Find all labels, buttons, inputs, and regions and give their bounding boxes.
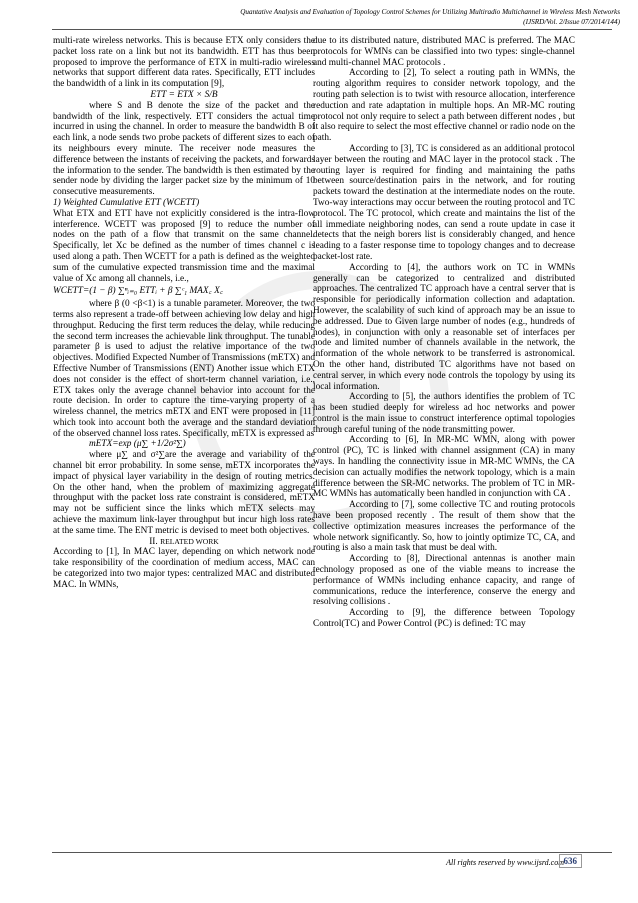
paragraph: where S and B denote the size of the packet and the bandwidth of the link, respectively. ETT considers the actual time incurred in using the channel. In order to measure the bandwidth B of each link, a node sends two probe packets of different sizes to each of its neighbours every minute. The receiver node measures the difference between the instants of receiving the packets, and forwards the information to the sender. The bandwidth is then estimated by the sender node by dividing the larger packet size by the minimum of 10 consecutive measurements. bbox=[53, 100, 315, 198]
paragraph: According to [2], To select a routing path in WMNs, the routing algorithm requires to consider network topology, and the routing path selection is to twist with resource allocation, interference reduction and rate adaptation in multiple hops. An MR-MC routing protocol not only require to select a path between different nodes , but it also require to select the most effective channel or radio node on the path. bbox=[313, 68, 575, 144]
paragraph: According to [9], the difference between Topology Control(TC) and Power Control (PC) is defined: TC may bbox=[313, 608, 575, 630]
paragraph: According to [8], Directional antennas is another main technology proposed as one of the viable means to increase the performance of WMNs including enhance capacity, and range of communications, reduce the interference, conserve the energy and resolving collisions . bbox=[313, 554, 575, 608]
footer-rights: All rights reserved by www.ijsrd.com bbox=[446, 858, 564, 867]
header-issue: (IJSRD/Vol. 2/Issue 07/2014/144) bbox=[523, 17, 620, 26]
paragraph: where μ∑ and σ²∑are the average and variability of the channel bit error probability. In some sense, mETX incorporates the impact of physical layer variability in the design of routing metrics. On the other hand, when the problem of maximizing aggregate throughput with the packet loss rate constraint is considered, mETX may not be sufficient since the links which mETX selects may achieve the maximum link-layer throughput but incur high loss rates at the same time. The ENT metric is devised to meet both objectives. bbox=[53, 450, 315, 536]
paragraph: According to [5], the authors identifies the problem of TC has been studied deeply for wireless ad hoc networks and power control is the main issue to construct interference optimal topologies through careful tuning of the node transmitting power. bbox=[313, 392, 575, 435]
paragraph: According to [4], the authors work on TC in WMNs generally can be categorized to centralized and distributed approaches. The centralized TC approach have a central server that is responsible for periodically information collection and adaptation. However, the scalability of such kind of approach may be an issue to be addressed. Due to Given large number of nodes (e.g., hundreds of nodes), in conjunction with only a reasonable set of interfaces per node and limited number of channels available in the network, the information of the whole network to be transferred is astronomical. On the other hand, distributed TC algorithms have not based on central server, in which every node controls the topology by using its local information. bbox=[313, 262, 575, 392]
header-divider bbox=[52, 29, 612, 30]
left-column bbox=[53, 36, 315, 591]
right-column bbox=[313, 36, 575, 630]
paragraph: multi-rate wireless networks. This is because ETX only considers the packet loss rate on a link but not its bandwidth. ETT has thus been proposed to improve the performance of ETX in multi-radio wireless networks that support different data rates. Specifically, ETT includes the bandwidth of a link in its computation [9], bbox=[53, 36, 315, 90]
paragraph: What ETX and ETT have not explicitly considered is the intra-flow interference. WCETT was proposed [9] to reduce the number of nodes on the path of a flow that transmit on the same channel. Specifically, let Xc be defined as the number of times channel c is used along a path. Then WCETT for a path is defined as the weighted sum of the cumulative expected transmission time and the maximal value of Xc among all channels, i.e., bbox=[53, 208, 315, 284]
subsection-heading: 1) Weighted Cumulative ETT (WCETT) bbox=[53, 197, 200, 208]
header-title: Quantative Analysis and Evaluation of Topology Control Schemes for Utilizing Multiradio Multichannel in Wireless Mesh Networks bbox=[240, 8, 620, 16]
page-number: 636 bbox=[559, 854, 583, 868]
equation-ett: ETT = ETX × S/B bbox=[150, 89, 218, 100]
section-number: II. bbox=[149, 536, 158, 547]
footer-divider bbox=[52, 852, 612, 853]
paragraph: According to [3], TC is considered as an additional protocol layer between the routing and MAC layer in the protocol stack . The routing layer is required for finding and maintaining the paths between source/destination pairs in the network, and for routing packets toward the destination at the intermediate nodes on the route. Two-way interactions may occur between the routing protocol and TC protocol. The TC protocol, which create and maintains the list of the all immediate neighboring nodes, can send a route update in case it detects that the neigh borers list is considerably changed, and hence leading to a faster response time to topology changes and to decrease packet-lost rate. bbox=[313, 143, 575, 262]
section-heading bbox=[53, 537, 315, 548]
running-header bbox=[100, 8, 620, 27]
paragraph: According to [6], In MR-MC WMN, along with power control (PC), TC is linked with channel assignment (CA) in many ways. In handling the connectivity issue in MR-MC WMNs, the CA decision can actually modifies the network topology, which is a main difference between the SR-MC networks. The problem of TC in MR-MC WMNs has automatically been handled in conjunction with CA . bbox=[313, 435, 575, 500]
equation-metx: mETX=exp (μ∑ +1/2σ²∑) bbox=[89, 439, 186, 450]
paragraph: According to [7], some collective TC and routing protocols have been proposed recently . The result of them show that the collective optimization measures increases the performance of the whole network significantly. So, how to jointly optimize TC, CA, and routing is also a main task that must be deal with. bbox=[313, 500, 575, 554]
paragraph: According to [1], In MAC layer, depending on which network node take responsibility of the coordination of medium access, MAC can be categorized into two major types: centralized MAC and distributed MAC. In WMNs, bbox=[53, 547, 315, 590]
section-title: RELATED WORK bbox=[160, 536, 219, 546]
paragraph: due to its distributed nature, distributed MAC is preferred. The MAC protocols for WMNs can be classified into two types: single-channel and multi-channel MAC protocols . bbox=[313, 36, 575, 68]
paragraph: where β (0 <β<1) is a tunable parameter. Moreover, the two terms also represent a trade-off between achieving low delay and high throughput. Reducing the first term reduces the delay, while reducing the second term increases the achievable link throughput. The tunable parameter β is used to adjust the relative importance of the two objectives. Modified Expected Number of Transmissions (mETX) and Effective Number of Transmissions (ENT) Another issue which ETX does not consider is the effect of short-term channel variation, i.e., ETX takes only the average channel behavior into account for the route decision. In order to capture the time-varying property of a wireless channel, the metrics mETX and ENT were proposed in [11] which took into account both the average and the standard deviation of the observed channel loss rates. Specifically, mETX is expressed as bbox=[53, 299, 315, 439]
equation-wcett: WCETT=(1 − β) ∑ⁿᵢ₌₀ ETTᵢ + β ∑ᶜ₁ MAX꜀ X꜀ bbox=[53, 286, 223, 297]
